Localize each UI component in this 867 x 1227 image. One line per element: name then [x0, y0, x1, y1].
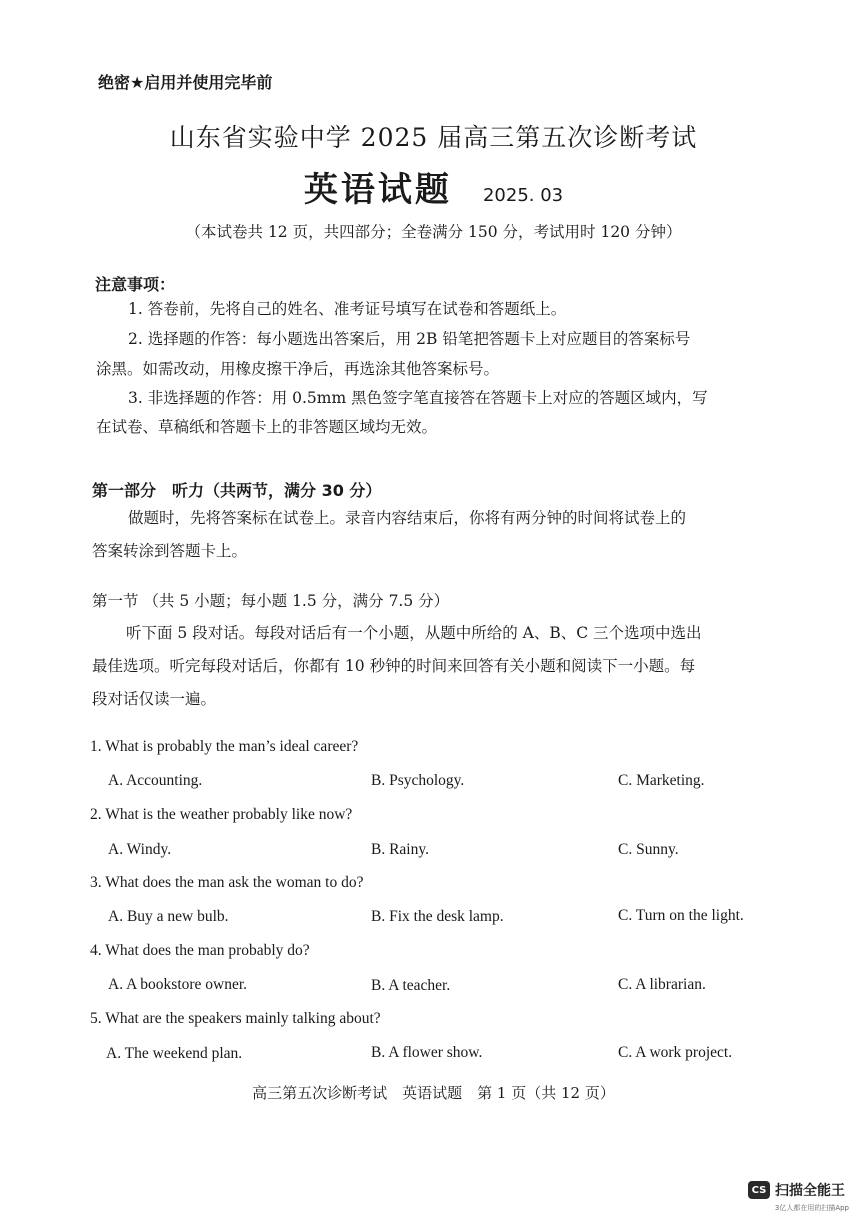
option-c: C. Marketing.	[618, 772, 705, 789]
option-b: B. Rainy.	[371, 841, 429, 858]
part1-intro-line: 答案转涂到答题卡上。	[92, 542, 248, 560]
option-b: B. A flower show.	[371, 1044, 483, 1061]
confidential-label: 绝密★启用并使用完毕前	[98, 73, 273, 92]
page-footer: 高三第五次诊断考试 英语试题 第 1 页（共 12 页）	[252, 1084, 615, 1102]
option-a: A. Buy a new bulb.	[108, 908, 229, 925]
title-row	[0, 162, 867, 211]
watermark-app-name: 扫描全能王	[775, 1183, 845, 1199]
section1-heading: 第一节 （共 5 小题；每小题 1.5 分，满分 7.5 分）	[92, 592, 450, 610]
notice-item: 1. 答卷前，先将自己的姓名、准考证号填写在试卷和答题纸上。	[128, 300, 567, 318]
scanner-watermark	[748, 1180, 845, 1200]
option-b: B. A teacher.	[371, 977, 451, 994]
option-c: C. A librarian.	[618, 976, 706, 993]
question-3: 3. What does the man ask the woman to do?	[90, 874, 364, 891]
notice-item: 涂黑。如需改动，用橡皮擦干净后，再选涂其他答案标号。	[96, 360, 500, 378]
option-b: B. Psychology.	[371, 772, 465, 789]
camscanner-logo-icon: CS	[748, 1181, 770, 1199]
question-5: 5. What are the speakers mainly talking about?	[90, 1010, 381, 1027]
option-b: B. Fix the desk lamp.	[371, 908, 504, 925]
notice-item: 在试卷、草稿纸和答题卡上的非答题区域均无效。	[96, 418, 438, 436]
watermark-tagline: 3亿人都在用的扫描App	[774, 1204, 849, 1212]
question-2: 2. What is the weather probably like now?	[90, 806, 353, 823]
option-a: A. A bookstore owner.	[108, 976, 248, 993]
notice-item: 2. 选择题的作答：每小题选出答案后，用 2B 铅笔把答题卡上对应题目的答案标号	[128, 330, 691, 348]
section1-instruction-line: 最佳选项。听完每段对话后，你都有 10 秒钟的时间来回答有关小题和阅读下一小题。每	[92, 657, 696, 675]
option-a: A. The weekend plan.	[106, 1045, 243, 1062]
part1-heading: 第一部分 听力（共两节，满分 30 分）	[92, 481, 382, 500]
exam-subtitle: （本试卷共 12 页，共四部分；全卷满分 150 分，考试用时 120 分钟）	[185, 223, 682, 241]
question-4: 4. What does the man probably do?	[90, 942, 310, 959]
question-1: 1. What is probably the man’s ideal career?	[90, 738, 359, 755]
option-c: C. A work project.	[618, 1044, 733, 1061]
part1-intro-line: 做题时，先将答案标在试卷上。录音内容结束后，你将有两分钟的时间将试卷上的	[128, 509, 687, 527]
option-c: C. Turn on the light.	[618, 907, 744, 924]
exam-date: 2025. 03	[482, 185, 564, 206]
school-title: 山东省实验中学 2025 届高三第五次诊断考试	[169, 123, 698, 152]
option-a: A. Accounting.	[108, 772, 203, 789]
section1-instruction-line: 段对话仅读一遍。	[92, 690, 217, 708]
option-c: C. Sunny.	[618, 841, 679, 858]
notice-heading: 注意事项：	[95, 275, 176, 294]
section1-instruction-line: 听下面 5 段对话。每段对话后有一个小题，从题中所给的 A、B、C 三个选项中选出	[126, 624, 702, 642]
option-a: A. Windy.	[108, 841, 172, 858]
exam-title: 英语试题	[303, 170, 452, 210]
notice-item: 3. 非选择题的作答：用 0.5mm 黑色签字笔直接答在答题卡上对应的答题区域内，写	[128, 389, 708, 407]
